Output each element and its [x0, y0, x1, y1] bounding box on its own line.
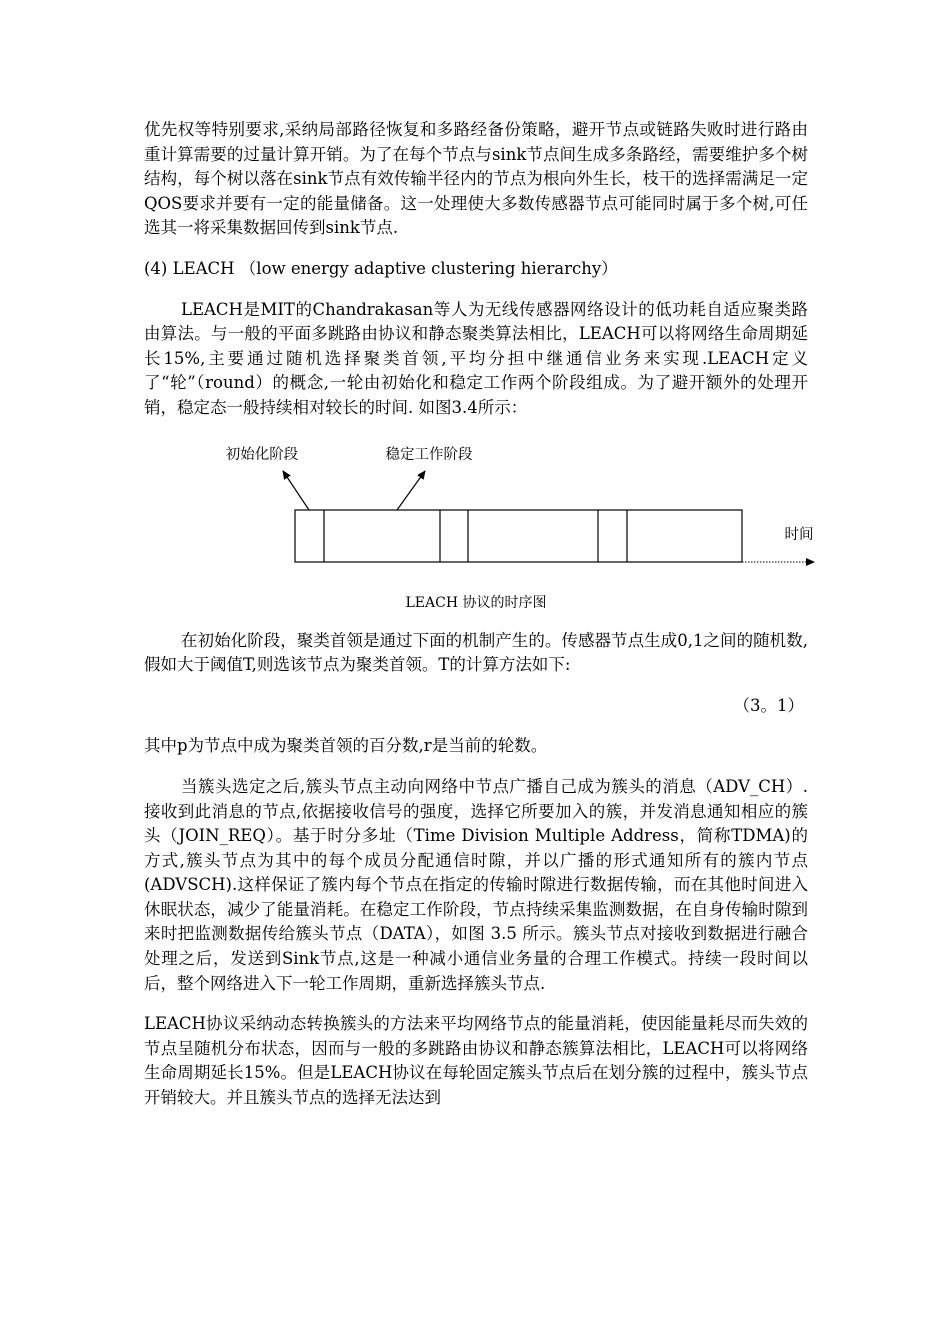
pointer-arrow-init [283, 471, 309, 510]
document-page [144, 118, 814, 1111]
pointer-arrow-steady [397, 471, 425, 510]
timeline-box [295, 510, 742, 562]
paragraph-leach-intro: LEACH是MIT的Chandrakasan等人为无线传感器网络设计的低功耗自适应聚类路由算法。与一般的平面多跳路由协议和静态聚类算法相比，LEACH可以将网络生命周期延长15%,主要通过随机选择聚类首领,平均分担中继通信业务来实现.LEACH定义了“轮”（round）的概念,一轮由初始化和稳定工作两个阶段组成。为了避开额外的处理开销，稳定态一般持续相对较长的时间. 如图3.4所示： [144, 299, 808, 417]
paragraph-equation-vars: 其中p为节点中成为聚类首领的百分数,r是当前的轮数。 [144, 736, 548, 756]
paragraph-qos-multipath: 优先权等特别要求,采纳局部路径恢复和多路经备份策略，避开节点或链路失败时进行路由重计算需要的过量计算开销。为了在每个节点与sink节点间生成多条路经，需要维护多个树结构，每个树以落在sink节点有效传输半径内的节点为根向外生长，枝干的选择需满足一定QOS要求并要有一定的能量储备。这一处理使大多数传感器节点可能同时属于多个树,可任选其一将采集数据回传到sink节点. [144, 120, 808, 238]
label-time: 时间 [784, 526, 814, 543]
paragraph-init-phase: 在初始化阶段，聚类首领是通过下面的机制产生的。传感器节点生成0,1之间的随机数,假如大于阈值T,则选该节点为聚类首领。T的计算方法如下: [144, 630, 808, 675]
leach-timing-diagram [144, 439, 814, 589]
paragraph-cluster-head: 当簇头选定之后,簇头节点主动向网络中节点广播自己成为簇头的消息（ADV_CH）.接收到此消息的节点,依据接收信号的强度，选择它所要加入的簇，并发消息通知相应的簇头（JOIN_REQ）。基于时分多址（Time Division Multiple Address，简称TDMA)的方式,簇头节点为其中的每个成员分配通信时隙，并以广播的形式通知所有的簇内节点(ADVSCH).这样保证了簇内每个节点在指定的传输时隙进行数据传输，而在其他时间进入休眠状态，减少了能量消耗。在稳定工作阶段，节点持续采集监测数据，在自身传输时隙到来时把监测数据传给簇头节点（DATA），如图 3.5 所示。簇头节点对接收到数据进行融合处理之后，发送到Sink节点,这是一种减小通信业务量的合理工作模式。持续一段时间以后，整个网络进入下一轮工作周期，重新选择簇头节点. [144, 776, 808, 993]
label-steady-phase: 稳定工作阶段 [385, 446, 473, 463]
equation-number: （3。1） [733, 695, 804, 715]
figure-caption: LEACH 协议的时序图 [405, 594, 547, 611]
section-heading-leach: (4) LEACH （low energy adaptive clustering hierarchy） [144, 258, 618, 278]
paragraph-leach-summary: LEACH协议采纳动态转换簇头的方法来平均网络节点的能量消耗，使因能量耗尽而失效的节点呈随机分布状态，因而与一般的多跳路由协议和静态簇算法相比，LEACH可以将网络生命周期延长15%。但是LEACH协议在每轮固定簇头节点后在划分簇的过程中，簇头节点开销较大。并且簇头节点的选择无法达到 [144, 1014, 808, 1108]
label-init-phase: 初始化阶段 [225, 446, 299, 463]
